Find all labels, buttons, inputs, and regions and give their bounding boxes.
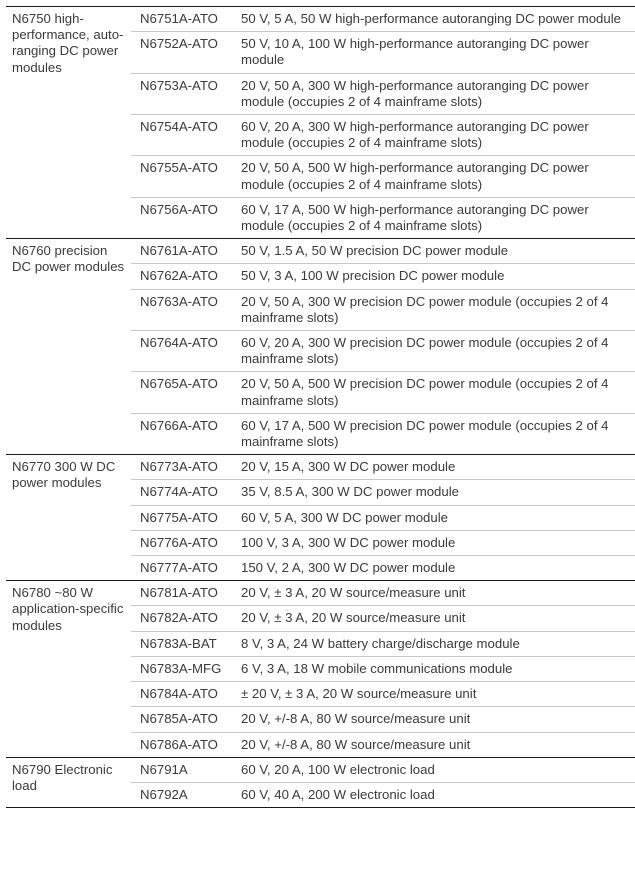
- table-row: [6, 239, 635, 264]
- model-description: 20 V, 15 A, 300 W DC power module: [234, 455, 635, 480]
- model-number: N6756A-ATO: [131, 197, 234, 238]
- model-number: N6782A-ATO: [131, 606, 234, 631]
- model-number: N6791A: [131, 757, 234, 782]
- model-number: N6762A-ATO: [131, 264, 234, 289]
- model-number: N6785A-ATO: [131, 707, 234, 732]
- model-description: 60 V, 5 A, 300 W DC power module: [234, 505, 635, 530]
- model-description: 20 V, ± 3 A, 20 W source/measure unit: [234, 581, 635, 606]
- model-number: N6753A-ATO: [131, 73, 234, 114]
- model-description: 60 V, 40 A, 200 W electronic load: [234, 782, 635, 807]
- model-description: 20 V, ± 3 A, 20 W source/measure unit: [234, 606, 635, 631]
- model-number: N6766A-ATO: [131, 413, 234, 454]
- model-number: N6752A-ATO: [131, 32, 234, 73]
- model-description: 50 V, 10 A, 100 W high-performance autoranging DC power module: [234, 32, 635, 73]
- model-description: ± 20 V, ± 3 A, 20 W source/measure unit: [234, 682, 635, 707]
- model-description: 60 V, 20 A, 300 W high-performance autoranging DC power module (occupies 2 of 4 mainframe slots): [234, 115, 635, 156]
- model-description: 150 V, 2 A, 300 W DC power module: [234, 556, 635, 581]
- group-label: N6750 high-performance, auto-ranging DC power modules: [6, 7, 131, 239]
- model-description: 35 V, 8.5 A, 300 W DC power module: [234, 480, 635, 505]
- model-description: 60 V, 17 A, 500 W precision DC power module (occupies 2 of 4 mainframe slots): [234, 413, 635, 454]
- model-number: N6792A: [131, 782, 234, 807]
- model-number: N6763A-ATO: [131, 289, 234, 330]
- group-label: N6790 Electronic load: [6, 757, 131, 807]
- model-description: 20 V, +/-8 A, 80 W source/measure unit: [234, 707, 635, 732]
- group-label: N6760 precision DC power modules: [6, 239, 131, 455]
- model-number: N6751A-ATO: [131, 7, 234, 32]
- group-label: N6780 ~80 W application-specific modules: [6, 581, 131, 757]
- table-bottom-rule: [6, 807, 635, 808]
- model-number: N6776A-ATO: [131, 530, 234, 555]
- model-number: N6783A-BAT: [131, 631, 234, 656]
- model-description: 60 V, 20 A, 300 W precision DC power module (occupies 2 of 4 mainframe slots): [234, 331, 635, 372]
- model-description: 60 V, 20 A, 100 W electronic load: [234, 757, 635, 782]
- model-number: N6761A-ATO: [131, 239, 234, 264]
- model-number: N6764A-ATO: [131, 331, 234, 372]
- model-number: N6773A-ATO: [131, 455, 234, 480]
- model-number: N6765A-ATO: [131, 372, 234, 413]
- model-number: N6783A-MFG: [131, 656, 234, 681]
- model-description: 50 V, 1.5 A, 50 W precision DC power module: [234, 239, 635, 264]
- model-number: N6754A-ATO: [131, 115, 234, 156]
- model-number: N6774A-ATO: [131, 480, 234, 505]
- model-number: N6775A-ATO: [131, 505, 234, 530]
- table-row: [6, 455, 635, 480]
- module-table: [6, 6, 635, 807]
- group-label: N6770 300 W DC power modules: [6, 455, 131, 581]
- table-row: [6, 757, 635, 782]
- model-description: 100 V, 3 A, 300 W DC power module: [234, 530, 635, 555]
- model-description: 20 V, +/-8 A, 80 W source/measure unit: [234, 732, 635, 757]
- model-description: 50 V, 5 A, 50 W high-performance autoranging DC power module: [234, 7, 635, 32]
- table-row: [6, 581, 635, 606]
- model-number: N6786A-ATO: [131, 732, 234, 757]
- table-row: [6, 7, 635, 32]
- model-description: 20 V, 50 A, 300 W precision DC power module (occupies 2 of 4 mainframe slots): [234, 289, 635, 330]
- model-description: 50 V, 3 A, 100 W precision DC power module: [234, 264, 635, 289]
- model-number: N6755A-ATO: [131, 156, 234, 197]
- model-description: 20 V, 50 A, 500 W high-performance autoranging DC power module (occupies 2 of 4 mainframe slots): [234, 156, 635, 197]
- module-table-body: [6, 7, 635, 808]
- model-description: 60 V, 17 A, 500 W high-performance autoranging DC power module (occupies 2 of 4 mainframe slots): [234, 197, 635, 238]
- model-number: N6781A-ATO: [131, 581, 234, 606]
- model-number: N6777A-ATO: [131, 556, 234, 581]
- model-description: 6 V, 3 A, 18 W mobile communications module: [234, 656, 635, 681]
- model-description: 20 V, 50 A, 300 W high-performance autoranging DC power module (occupies 2 of 4 mainframe slots): [234, 73, 635, 114]
- model-description: 20 V, 50 A, 500 W precision DC power module (occupies 2 of 4 mainframe slots): [234, 372, 635, 413]
- model-description: 8 V, 3 A, 24 W battery charge/discharge module: [234, 631, 635, 656]
- model-number: N6784A-ATO: [131, 682, 234, 707]
